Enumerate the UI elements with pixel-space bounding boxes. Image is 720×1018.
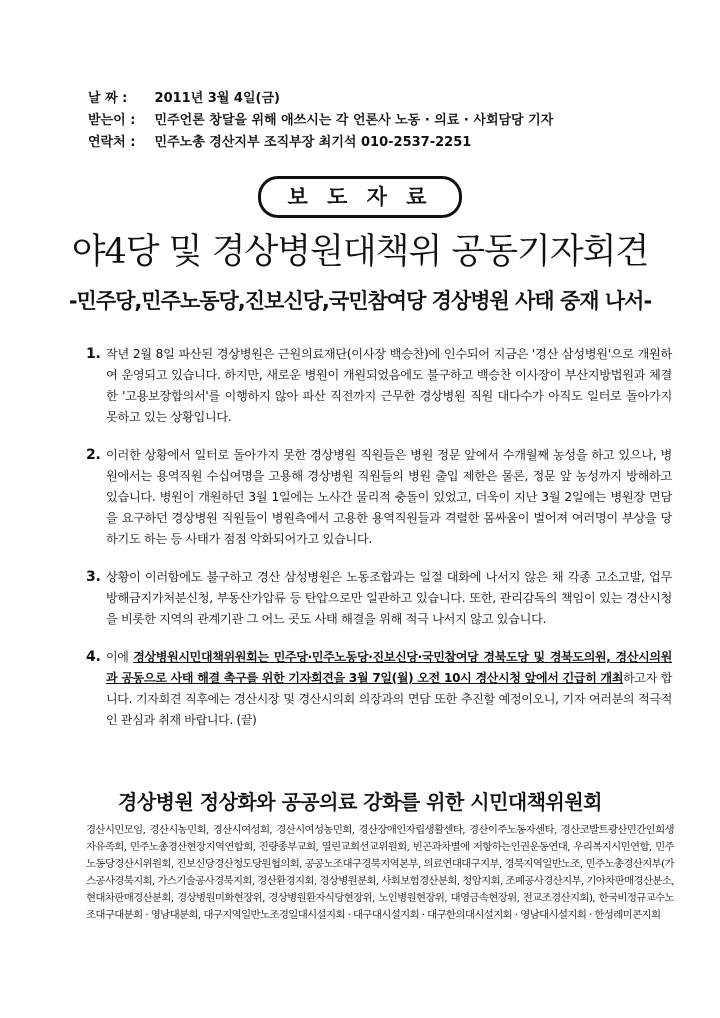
header-block — [88, 88, 668, 154]
body-item-3 — [86, 567, 672, 630]
contact-line — [88, 132, 668, 154]
committee-signature: 경상병원 정상화와 공공의료 강화를 위한 시민대책위원회 — [118, 790, 602, 814]
item-text-pre: 이에 — [106, 650, 134, 664]
item-text: 상황이 이러함에도 불구하고 경산 삼성병원은 노동조합과는 일절 대화에 나서지 않은 채 각종 고소고발, 업무방해금지가처분신청, 부동산가압류 등 탄압으로만 일관하고 있습니다. 또한, 관리감독의 책임이 있는 경산시청을 비롯한 지역의 관계기관 그 어느 곳도 사태 해결을 위해 적극 나서지 않고 있습니다. — [106, 570, 672, 626]
item-number: 1. — [86, 346, 101, 362]
member-organizations: 경산시민모임, 경산시농민회, 경산시여성회, 경산시여성농민회, 경산장애인자립생활센타, 경산이주노동자센타, 경산코발트광산민간인희생자유족회, 민주노총경산현장지역연합회, 진량종부교회, 열린교회선교위원회, 빈곤과차별에 저항하는인권운동연대, 우리복지시민연합, 민주노동당경산시위원회, 진보신당경산청도당원협의회, 공공노조대구경북지역본부, 의료연대대구지부, 경북지역일반노조, 민주노총경산지부(가스공사경북지회, 가스기술공사경북지회, 경산환경지회, 경상병원분회, 사회보험경산분회, 청암지회, 조폐공사경산지부, 기아차판매경산분소, 현대차판매경산분회, 경상병원미화현장위, 경상병원환자식당현장위, 노인병원현장위, 대영금속현장위, 전교조경산지회), 한국비정규교수노조대구대분회 · 영남대분회, 대구지역일반노조경일대시설지회 · 대구대시설지회 · 대구한의대시설지회 · 영남대시설지회 · 한성레미콘지회 — [86, 824, 674, 921]
body-item-2 — [86, 445, 672, 550]
date-value: 2011년 3월 4일(금) — [154, 91, 280, 106]
document-title: 야4당 및 경상병원대책위 공동기자회견 — [71, 232, 649, 272]
date-line — [88, 88, 668, 110]
press-release-badge: 보 도 자 료 — [258, 176, 461, 218]
contact-key: 연락처 : — [88, 135, 136, 150]
body-items — [86, 344, 672, 748]
item-number: 2. — [86, 447, 101, 463]
date-key: 날 짜 : — [88, 91, 128, 106]
item-number: 3. — [86, 569, 101, 585]
recipient-value: 민주언론 창달을 위해 애쓰시는 각 언론사 노동 · 의료 · 사회담당 기자 — [154, 113, 554, 128]
recipient-key: 받는이 : — [88, 113, 136, 128]
body-item-1 — [86, 344, 672, 428]
item-text-emphasis: 경상병원시민대책위원회는 민주당·민주노동당·진보신당·국민참여당 경북도당 및 경북도의원, 경산시의원과 공동으로 사태 해결 촉구를 위한 기자회견을 3월 7일(월) 오전 10시 경산시청 앞에서 긴급히 개최 — [106, 650, 672, 685]
recipient-line — [88, 110, 668, 132]
document-subtitle: -민주당,민주노동당,진보신당,국민참여당 경상병원 사태 중재 나서- — [68, 289, 652, 313]
press-badge-wrap — [0, 176, 720, 218]
item-text: 작년 2월 8일 파산된 경상병원은 근원의료재단(이사장 백승찬)에 인수되어 지금은 '경산 삼성병원'으로 개원하여 운영되고 있습니다. 하지만, 새로운 병원이 개원되었음에도 불구하고 백승찬 이사장이 부산지방법원과 체결한 '고용보장합의서'를 이행하지 않아 파산 직전까지 근무한 경상병원 직원 대다수가 아직도 일터로 돌아가지 못하고 있는 상황입니다. — [106, 347, 672, 424]
item-number: 4. — [86, 649, 101, 665]
item-text-post: 하고자 합니다. 기자회견 직후에는 경산시장 및 경산시의회 의장과의 면담 또한 추진할 예정이오니, 기자 여러분의 적극적인 관심과 취재 바랍니다. (끝) — [106, 671, 672, 727]
item-text: 이러한 상황에서 일터로 돌아가지 못한 경상병원 직원들은 병원 정문 앞에서 수개월째 농성을 하고 있으나, 병원에서는 용역직원 수십여명을 고용해 경상병원 직원들의 병원 출입 제한은 물론, 정문 앞 농성까지 방해하고 있습니다. 병원이 개원하던 3월 1일에는 노사간 물리적 충돌이 있었고, 더욱이 지난 3월 2일에는 병원장 면담을 요구하던 경상병원 직원들이 병원측에서 고용한 용역직원들과 격렬한 몸싸움이 벌어져 여러명이 부상을 당하기도 하는 등 사태가 점점 악화되어가고 있습니다. — [106, 448, 672, 546]
contact-value: 민주노총 경산지부 조직부장 최기석 010-2537-2251 — [154, 135, 472, 150]
body-item-4 — [86, 647, 672, 731]
